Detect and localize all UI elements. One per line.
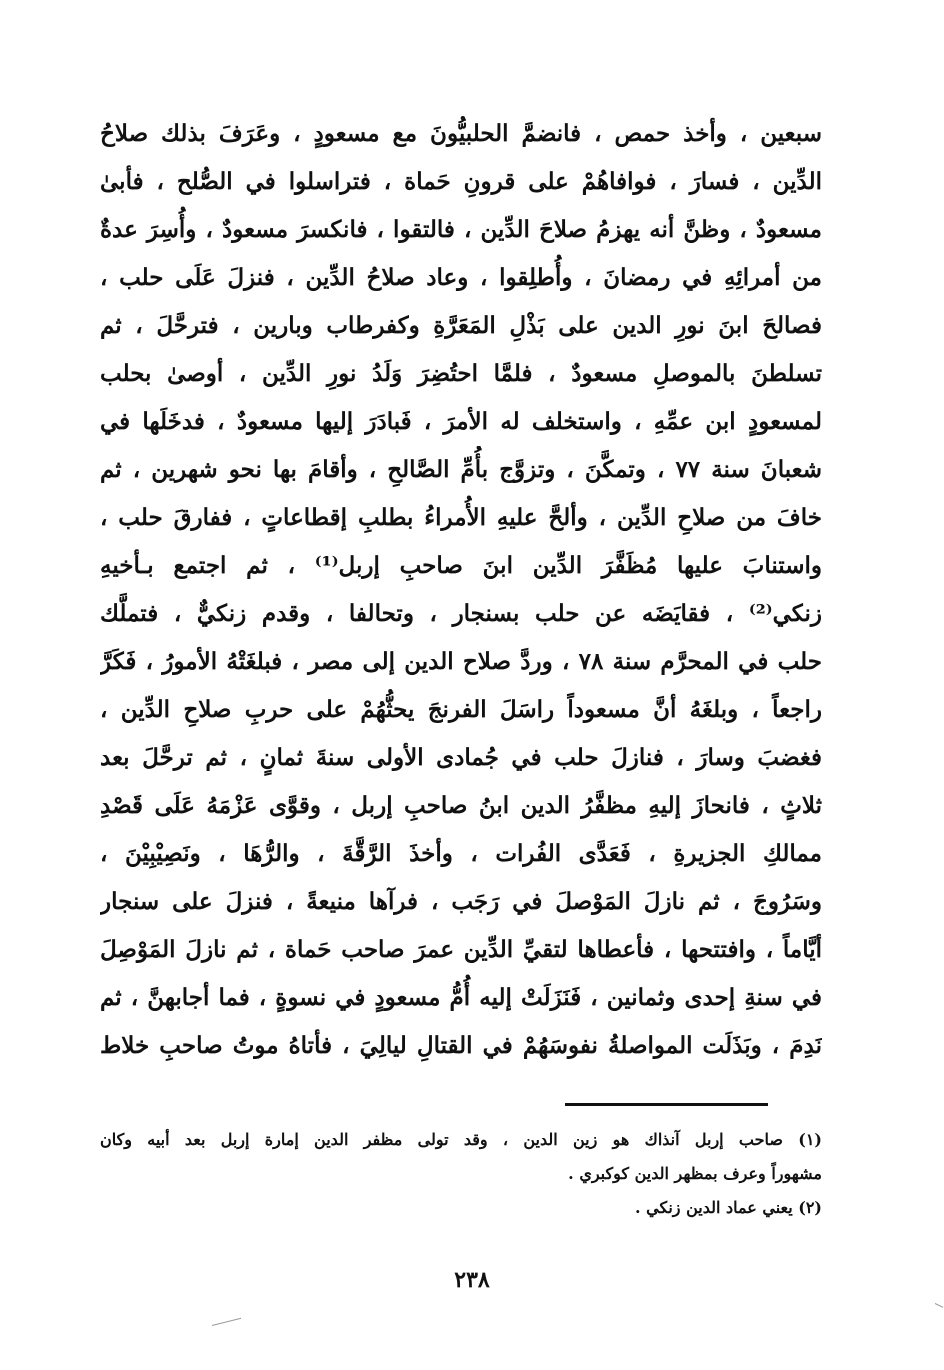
footnote-line: (٢) يعني عماد الدين زنكي . bbox=[635, 1198, 822, 1217]
main-text bbox=[100, 110, 822, 1070]
footnote-line: (١) صاحب إربل آنذاك هو زين الدين ، وقد تولى مظفر الدين إمارة إربل بعد أبيه وكان bbox=[100, 1130, 822, 1149]
text-line: أيَّاماً ، وافتتحها ، فأعطاها لتقيِّ الدِّين عمرَ صاحب حَماة ، ثم نازلَ المَوْصِلَ bbox=[100, 936, 822, 963]
text-line: فغضبَ وسارَ ، فنازلَ حلب في جُمادى الأولى سنةَ ثمانٍ ، ثم ترحَّلَ بعد bbox=[100, 744, 822, 771]
text-line: وسَرُوجَ ، ثم نازلَ المَوْصلَ في رَجَب ، فرآها منيعةً ، فنزلَ على سنجار bbox=[100, 888, 822, 915]
text-line: خافَ من صلاحِ الدِّين ، وألحَّ عليهِ الأُمراءُ بطلبِ إقطاعاتٍ ، ففارقَ حلب ، bbox=[100, 504, 822, 531]
page-number: ٢٣٨ bbox=[454, 1267, 490, 1293]
text-line: تسلطنَ بالموصلِ مسعودٌ ، فلمَّا احتُضِرَ وَلَدُ نورِ الدِّين ، أوصىٰ بحلب bbox=[100, 360, 822, 387]
footnote-line: مشهوراً وعرف بمظهر الدين كوكبري . bbox=[568, 1164, 822, 1183]
text-line: لمسعودٍ ابن عمِّهِ ، واستخلف له الأمرَ ، فَبادَرَ إليها مسعودٌ ، فدخَلَها في bbox=[100, 408, 822, 435]
footnote-separator bbox=[565, 1103, 768, 1106]
text-line: مسعودٌ ، وظنَّ أنه يهزمُ صلاحَ الدِّين ، فالتقوا ، فانكسرَ مسعودٌ ، وأُسِرَ عدةٌ bbox=[100, 216, 822, 243]
text-line: شعبانَ سنة ٧٧ ، وتمكَّنَ ، وتزوَّج بأُمِّ الصَّالحِ ، وأقامَ بها نحو شهرين ، ثم bbox=[100, 456, 822, 483]
text-line: سبعين ، وأخذ حمص ، فانضمَّ الحلبيُّونَ مع مسعودٍ ، وعَرَفَ بذلك صلاحُ bbox=[100, 120, 822, 147]
text-line: في سنةِ إحدى وثمانين ، فَنَزَلَتْ إليه أُمُّ مسعودٍ في نسوةٍ ، فما أجابهنَّ ، ثم bbox=[100, 984, 822, 1011]
text-line: فصالحَ ابنَ نورِ الدين على بَذْلِ المَعَرَّةِ وكفرطاب وبارين ، فترحَّلَ ، ثم bbox=[100, 312, 822, 339]
text-line: نَدِمَ ، وبَذَلَت المواصلةُ نفوسَهُمْ في القتالِ ليالِيَ ، فأتاهُ موتُ صاحبِ خلاط bbox=[100, 1032, 822, 1059]
text-line: زنكي⁽²⁾ ، فقايَضَه عن حلب بسنجار ، وتحالفا ، وقدم زنكيٌّ ، فتملَّك bbox=[100, 600, 822, 627]
text-line: ممالكِ الجزيرةِ ، فَعَدَّى الفُرات ، وأخذَ الرَّقَّةَ ، والرُّهَا ، ونَصِيْبِيْنَ ، bbox=[100, 840, 822, 867]
text-line: حلب في المحرَّم سنة ٧٨ ، وردَّ صلاح الدين إلى مصر ، فبلغَتْهُ الأمورُ ، فَكَرَّ bbox=[100, 648, 822, 675]
scan-artifact bbox=[935, 1303, 944, 1308]
text-line: واستنابَ عليها مُظَفَّرَ الدِّين ابنَ صاحبِ إربل⁽¹⁾ ، ثم اجتمع بـأخيهِ bbox=[100, 552, 822, 579]
text-line: ثلاثٍ ، فانحازَ إليهِ مظفَّرُ الدين ابنُ صاحبِ إربل ، وقوَّى عَزْمَهُ عَلَى قَصْدِ bbox=[100, 792, 822, 819]
footnotes bbox=[100, 1123, 822, 1225]
scan-artifact bbox=[212, 1318, 241, 1326]
text-line: راجعاً ، وبلغَهُ أنَّ مسعوداً راسَلَ الفرنجَ يحثُّهُمْ على حربِ صلاحِ الدِّين ، bbox=[100, 696, 822, 723]
text-line: الدِّين ، فسارَ ، فوافاهُمْ على قرونِ حَماة ، فتراسلوا في الصُّلح ، فأبىٰ bbox=[100, 168, 822, 195]
text-line: من أمرائِهِ في رمضانَ ، وأُطلِقوا ، وعاد صلاحُ الدِّين ، فنزلَ عَلَى حلب ، bbox=[100, 264, 822, 291]
